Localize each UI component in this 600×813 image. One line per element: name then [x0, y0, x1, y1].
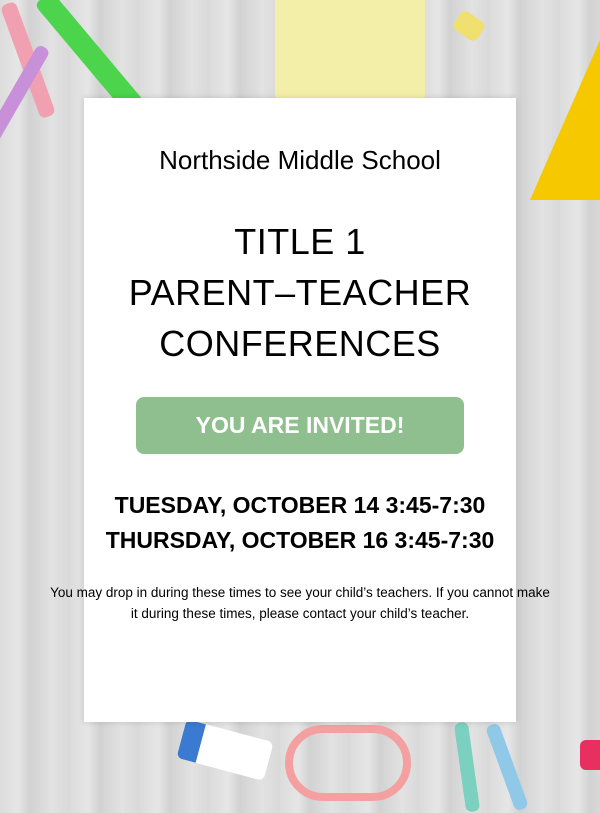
- date-line: THURSDAY, OCTOBER 16 3:45-7:30: [105, 527, 495, 553]
- school-name: Northside Middle School: [159, 145, 441, 175]
- title-line: CONFERENCES: [159, 323, 441, 364]
- title-line: PARENT–TEACHER: [128, 272, 472, 313]
- conference-dates: [0, 488, 600, 558]
- date-line: TUESDAY, OCTOBER 14 3:45-7:30: [114, 492, 486, 518]
- drop-in-note: You may drop in during these times to see your child’s teachers. If you cannot make it during these times, please contact your child’s teacher.: [50, 585, 550, 621]
- you-are-invited-banner: YOU ARE INVITED!: [136, 397, 464, 454]
- title-line: TITLE 1: [234, 221, 366, 262]
- flyer-title: [0, 216, 600, 369]
